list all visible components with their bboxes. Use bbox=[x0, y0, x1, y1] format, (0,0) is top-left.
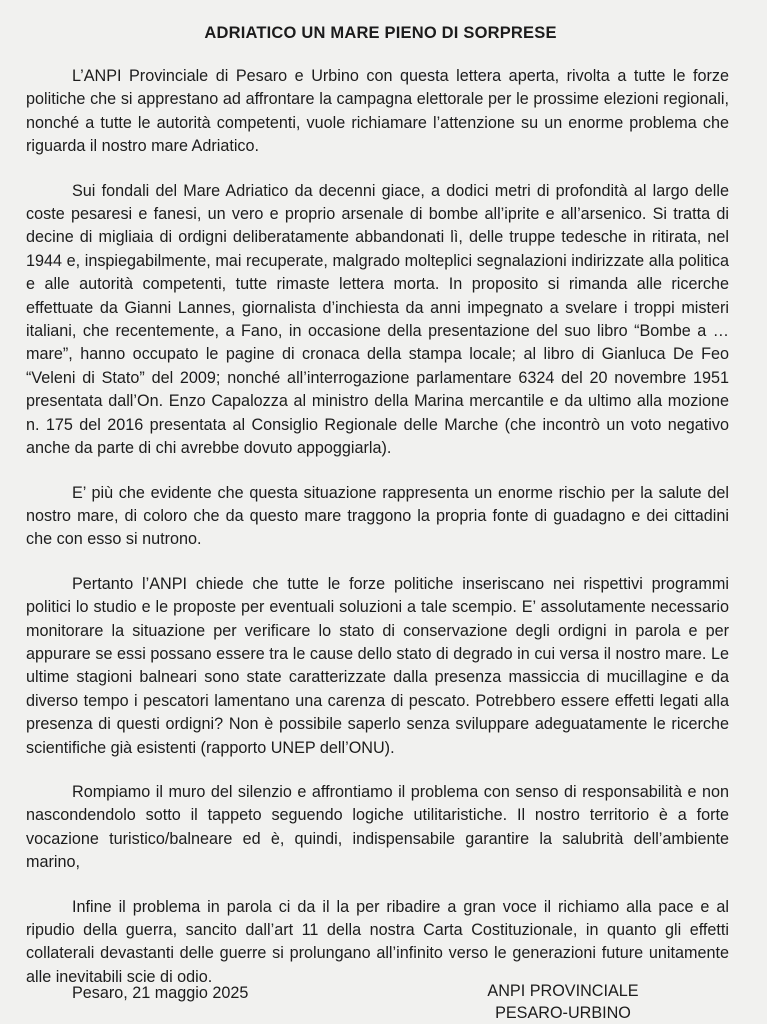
signature-line-1: ANPI PROVINCIALE bbox=[487, 982, 639, 1000]
letter-title: ADRIATICO UN MARE PIENO DI SORPRESE bbox=[204, 24, 557, 42]
signature-line-2: PESARO-URBINO bbox=[495, 1004, 631, 1022]
paragraph-peace: Infine il problema in parola ci da il la per ribadire a gran voce il richiamo alla pace e al ripudio della guerra, sancito dall’art 11 della nostra Carta Costituzionale, in quanto gli effetti collaterali devastanti delle guerre si prolungano all’infinito verso le generazioni future unitamente alle inevitabili scie di odio. bbox=[26, 897, 729, 986]
signature-block bbox=[478, 980, 648, 1024]
paragraph-risk: E’ più che evidente che questa situazione rappresenta un enorme rischio per la salute del nostro mare, di coloro che da questo mare traggono la propria fonte di guadagno e dei cittadini che con esso si nutrono. bbox=[26, 483, 729, 549]
paragraph-intro: L’ANPI Provinciale di Pesaro e Urbino con questa lettera aperta, rivolta a tutte le forze politiche che si apprestano ad affrontare la campagna elettorale per le prossime elezioni regionali, nonché a tutte le autorità competenti, vuole richiamare l’attenzione su un enorme problema che riguarda il nostro mare Adriatico. bbox=[26, 67, 729, 156]
place-date: Pesaro, 21 maggio 2025 bbox=[72, 984, 249, 1002]
paragraph-request: Pertanto l’ANPI chiede che tutte le forze politiche inseriscano nei rispettivi programmi politici lo studio e le proposte per eventuali soluzioni a tale scempio. E’ assolutamente necessario monitorare la situazione per verificare lo stato di conservazione degli ordigni in parola e per appurare se essi possano essere tra le cause dello stato di degrado in cui versa il nostro mare. Le ultime stagioni balneari sono state caratterizzate dalla presenza massiccia di mucillagine e da diverso tempo i pescatori lamentano una carenza di pescato. Potrebbero essere effetti legati alla presenza di questi ordigni? Non è possibile saperlo senza sviluppare adeguatamente le ricerche scientifiche già esistenti (rapporto UNEP dell’ONU). bbox=[26, 574, 729, 757]
paragraph-arsenal: Sui fondali del Mare Adriatico da decenni giace, a dodici metri di profondità al largo delle coste pesaresi e fanesi, un vero e proprio arsenale di bombe all’iprite e all’arsenico. Si tratta di decine di migliaia di ordigni deliberatamente abbandonati lì, delle truppe tedesche in ritirata, nel 1944 e, inspiegabilmente, mai recuperate, malgrado molteplici segnalazioni indirizzate alla politica e alle autorità competenti, tutte rimaste lettera morta. In proposito si rimanda alle ricerche effettuate da Gianni Lannes, giornalista d’inchiesta da anni impegnato a svelare i troppi misteri italiani, che recentemente, a Fano, in occasione della presentazione del suo libro “Bombe a … mare”, hanno occupato le pagine di cronaca della stampa locale; al libro di Gianluca De Feo “Veleni di Stato” del 2009; nonché all’interrogazione parlamentare 6324 del 20 novembre 1951 presentata dall’On. Enzo Capalozza al ministro della Marina mercantile e da ultimo alla mozione n. 175 del 2016 presentata al Consiglio Regionale delle Marche (che incontrò un voto negativo anche da parte di chi avrebbe dovuto appoggiarla). bbox=[26, 181, 729, 458]
paragraph-silence: Rompiamo il muro del silenzio e affrontiamo il problema con senso di responsabilità e non nascondendolo sotto il tappeto seguendo logiche utilitaristiche. Il nostro territorio è a forte vocazione turistico/balneare ed è, quindi, indispensabile garantire la salubrità dell’ambiente marino, bbox=[26, 782, 729, 872]
